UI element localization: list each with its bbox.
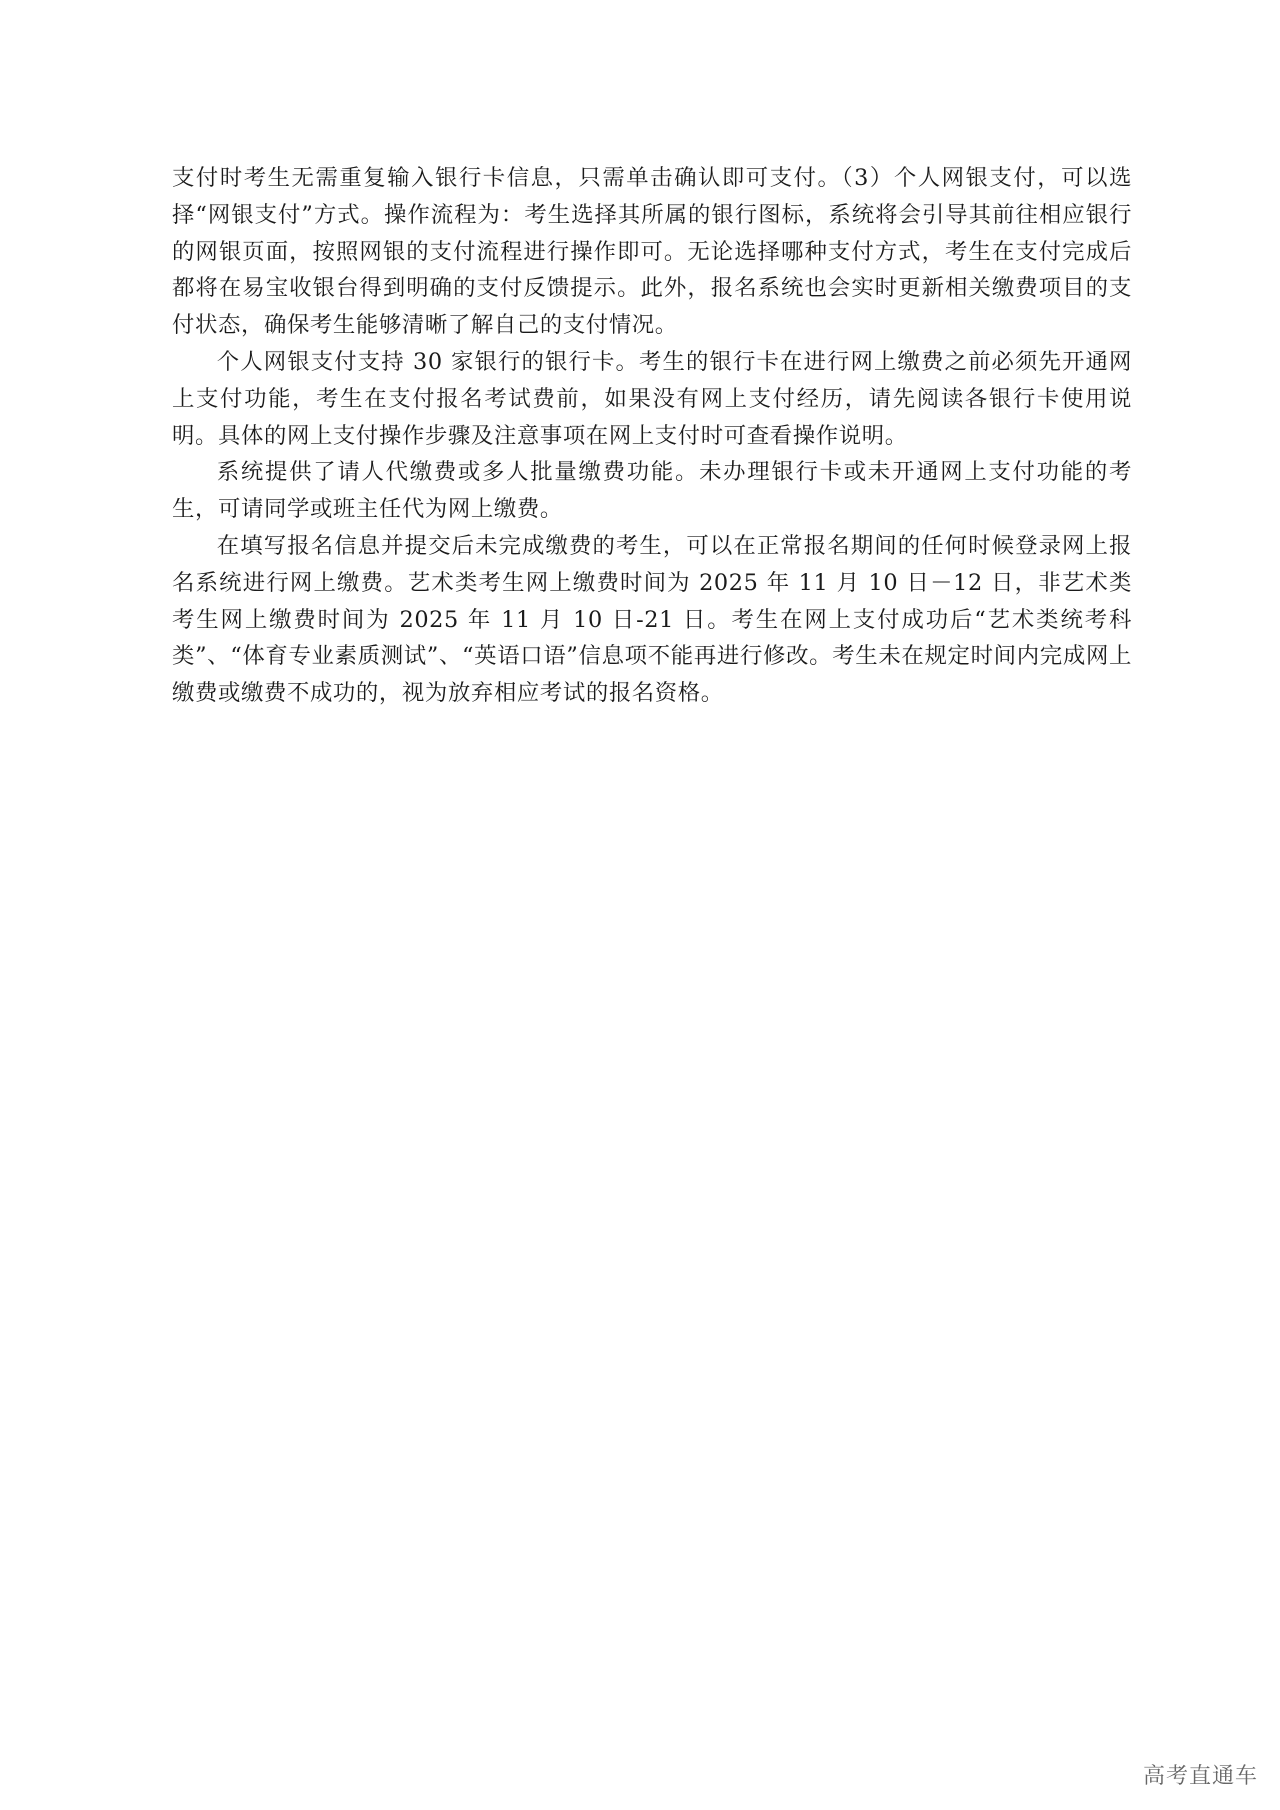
paragraph-bank-support: 个人网银支付支持 30 家银行的银行卡。考生的银行卡在进行网上缴费之前必须先开通网上支付功能，考生在支付报名考试费前，如果没有网上支付经历，请先阅读各银行卡使用说明。具体的网上支付操作步骤及注意事项在网上支付时可查看操作说明。 — [172, 348, 1132, 449]
paragraph-proxy-payment: 系统提供了请人代缴费或多人批量缴费功能。未办理银行卡或未开通网上支付功能的考生，可请同学或班主任代为网上缴费。 — [172, 459, 1132, 523]
paragraph-payment-deadline: 在填写报名信息并提交后未完成缴费的考生，可以在正常报名期间的任何时候登录网上报名系统进行网上缴费。艺术类考生网上缴费时间为 2025 年 11 月 10 日－12 日，非艺术类考生网上缴费时间为 2025 年 11 月 10 日-21 日。考生在网上支付成功后“艺术类统考科类”、“体育专业素质测试”、“英语口语”信息项不能再进行修改。考生未在规定时间内完成网上缴费或缴费不成功的，视为放弃相应考试的报名资格。 — [172, 532, 1132, 707]
paragraph-payment-methods: 支付时考生无需重复输入银行卡信息，只需单击确认即可支付。（3）个人网银支付，可以选择“网银支付”方式。操作流程为：考生选择其所属的银行图标，系统将会引导其前往相应银行的网银页面，按照网银的支付流程进行操作即可。无论选择哪种支付方式，考生在支付完成后都将在易宝收银台得到明确的支付反馈提示。此外，报名系统也会实时更新相关缴费项目的支付状态，确保考生能够清晰了解自己的支付情况。 — [172, 165, 1132, 339]
document-body — [172, 160, 1132, 712]
watermark-logo-text: 高考直通车 — [1142, 1764, 1258, 1789]
